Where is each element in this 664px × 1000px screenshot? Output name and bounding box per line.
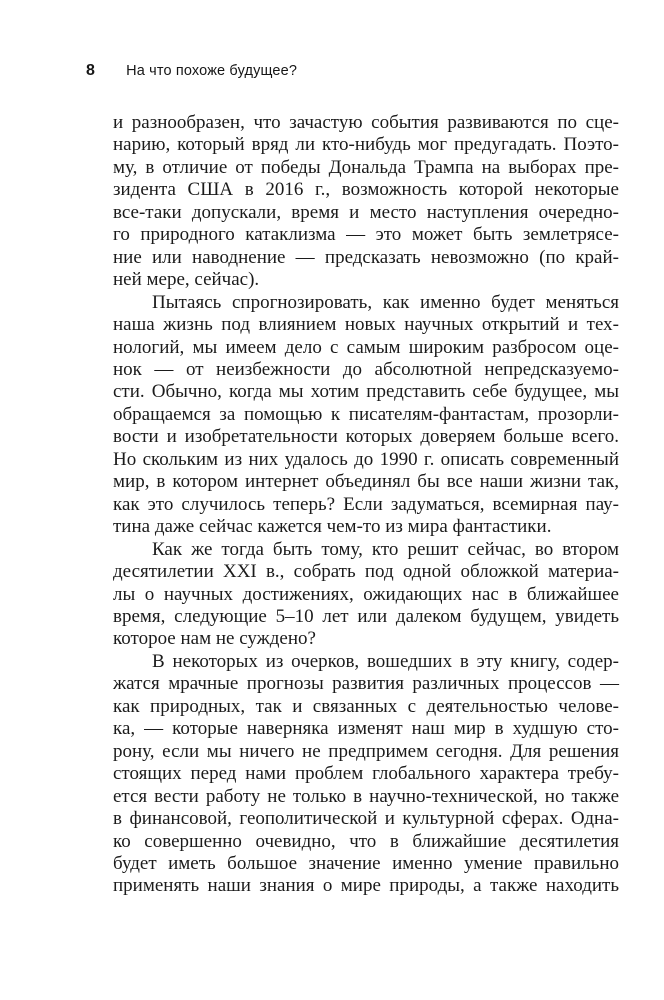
text-line: ка, — которые наверняка изменят наш мир в худшую сто- [113,718,619,740]
text-line: мир, в котором интернет объединял бы все наши жизни так, [113,471,619,493]
text-line: нологий, мы имеем дело с самым широким разбросом оце- [113,336,619,358]
text-line: обращаемся за помощью к писателям-фантастам, прозорли- [113,403,619,425]
text-line: му, в отличие от победы Дональда Трампа на выборах пре- [113,156,619,178]
text-line: В некоторых из очерков, вошедших в эту книгу, содер- [152,650,619,672]
text-line: десятилетии XXI в., собрать под одной обложкой материа- [113,561,619,583]
text-line: лы о научных достижениях, ожидающих нас в ближайшее [113,583,619,605]
text-line: нарию, который вряд ли кто-нибудь мог предугадать. Поэто- [113,134,619,156]
text-line: которое нам не суждено? [113,628,316,650]
text-line: рону, если мы ничего не предпримем сегодня. Для решения [113,740,619,762]
text-line: жатся мрачные прогнозы развития различных процессов — [113,673,619,695]
text-line: Пытаясь спрогнозировать, как именно будет меняться [152,291,619,313]
text-line: нок — от неизбежности до абсолютной непредсказуемо- [113,358,619,380]
text-line: го природного катаклизма — это может быть землетрясе- [113,224,619,246]
text-line: наша жизнь под влиянием новых научных открытий и тех- [113,314,619,336]
text-line: ко совершенно очевидно, что в ближайшие десятилетия [113,830,619,852]
running-header [86,62,620,80]
text-line: как это случилось теперь? Если задуматься, всемирная пау- [113,493,619,515]
text-line: время, следующие 5–10 лет или далеком будущем, увидеть [113,605,619,627]
text-line: тина даже сейчас кажется чем-то из мира фантастики. [113,516,552,538]
page-number: 8 [86,62,96,79]
text-line: сти. Обычно, когда мы хотим представить себе будущее, мы [113,381,619,403]
text-line: и разнообразен, что зачастую события развиваются по сце- [113,112,619,133]
body-text [113,112,619,898]
text-line: будет иметь большое значение именно умение правильно [113,852,619,874]
text-line: в финансовой, геополитической и культурной сферах. Одна- [113,808,619,830]
text-line: как природных, так и связанных с деятельностью челове- [113,695,619,717]
text-line: ние или наводнение — предсказать невозможно (по край- [113,246,619,268]
text-line: все-таки допускали, время и место наступления очередно- [113,201,619,223]
text-line: ется вести работу не только в научно-технической, но также [113,785,619,807]
text-line: зидента США в 2016 г., возможность которой некоторые [113,179,619,201]
text-line: ней мере, сейчас). [113,269,260,291]
text-line: Как же тогда быть тому, кто решит сейчас, во втором [152,538,619,560]
text-line: применять наши знания о мире природы, а также находить [113,875,619,897]
text-line: вости и изобретательности которых доверяем больше всего. [113,426,619,448]
running-title: На что похоже будущее? [126,63,298,79]
text-line: Но скольким из них удалось до 1990 г. описать современный [113,448,619,470]
text-line: стоящих перед нами проблем глобального характера требу- [113,763,619,785]
